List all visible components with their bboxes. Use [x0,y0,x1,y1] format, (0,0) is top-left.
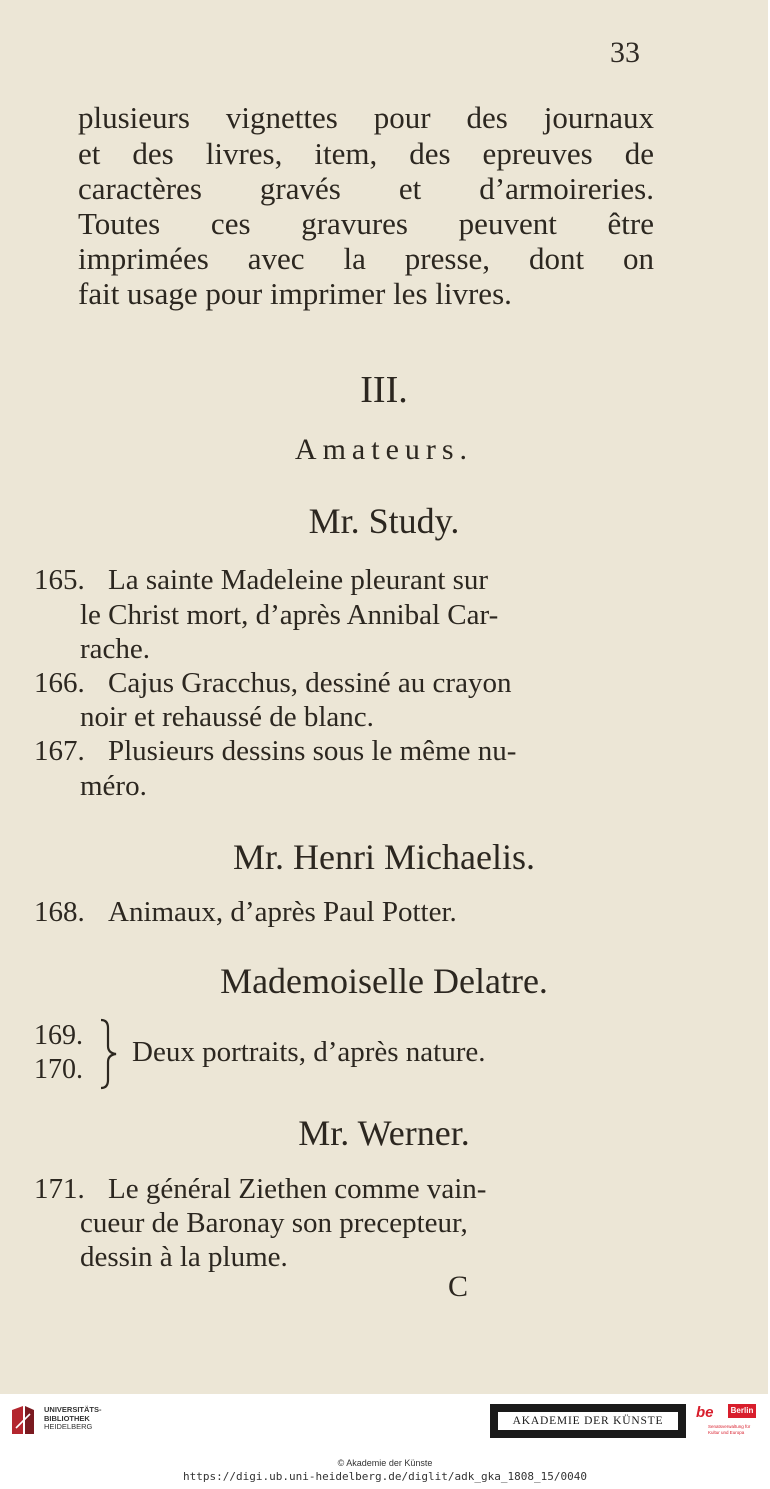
entry-171-line-3: dessin à la plume. [80,1241,288,1273]
entry-number-170: 170. [34,1054,83,1085]
berlin-subtitle: Senatsverwaltung für Kultur und Europa [708,1424,751,1435]
entry-165 [34,563,488,597]
copyright-text: © Akademie der Künste [337,1458,433,1468]
intro-line-4: Toutes ces gravures peuvent être [78,206,654,241]
berlin-logo[interactable] [694,1402,760,1442]
permalink-url[interactable]: https://digi.ub.uni-heidelberg.de/diglit/adk_gka_1808_15/0040 [183,1470,587,1483]
berlin-box: Berlin [728,1404,756,1418]
entry-number: 166. [34,667,85,699]
entry-text: Animaux, d’après Paul Potter. [108,896,457,928]
intro-line-3: caractères gravés et d’armoireries. [78,171,654,206]
signature-mark: C [448,1270,469,1303]
entry-text: Cajus Gracchus, dessiné au crayon [108,667,512,699]
entry-167-line-2: méro. [80,770,147,802]
intro-line-5: imprimées avec la presse, dont on [78,241,654,276]
entry-165-line-2: le Christ mort, d’après Annibal Car- [80,599,499,631]
library-name[interactable]: UNIVERSITÄTS- BIBLIOTHEK HEIDELBERG [44,1405,102,1431]
viewer-footer [0,1394,770,1489]
entry-171 [34,1172,486,1206]
entry-number-169: 169. [34,1020,83,1051]
akademie-label: AKADEMIE DER KÜNSTE [497,1411,679,1431]
section-title: Amateurs. [294,433,474,466]
page-number: 33 [610,36,640,69]
entry-text: Deux portraits, d’après nature. [132,1036,486,1068]
intro-line-6: fait usage pour imprimer les livres. [78,276,512,311]
entry-166 [34,666,511,700]
entry-167 [34,734,516,768]
berlin-be-text: be [696,1404,714,1421]
intro-line-2: et des livres, item, des epreuves de [78,136,654,171]
entry-text: Plusieurs dessins sous le même nu- [108,735,517,767]
intro-line-1: plusieurs vignettes pour des journaux [78,100,654,135]
heading-delatre: Mademoiselle Delatre. [220,961,548,1001]
heading-werner: Mr. Werner. [298,1113,470,1153]
ub-heidelberg-logo-icon[interactable] [8,1404,38,1438]
entry-text: Le général Ziethen comme vain- [108,1173,487,1205]
entry-number: 167. [34,735,85,767]
akademie-logo[interactable] [490,1404,686,1438]
heading-study: Mr. Study. [308,501,460,541]
entry-number: 165. [34,564,85,596]
heading-michaelis: Mr. Henri Michaelis. [233,837,535,877]
curly-brace-icon [98,1018,120,1090]
section-number: III. [360,369,408,411]
entry-168 [34,895,457,929]
entry-166-line-2: noir et rehaussé de blanc. [80,701,374,733]
entry-number: 171. [34,1173,85,1205]
entry-165-line-3: rache. [80,633,151,665]
entry-171-line-2: cueur de Baronay son precepteur, [80,1207,468,1239]
entry-text: La sainte Madeleine pleurant sur [108,564,489,596]
entry-number: 168. [34,896,85,928]
